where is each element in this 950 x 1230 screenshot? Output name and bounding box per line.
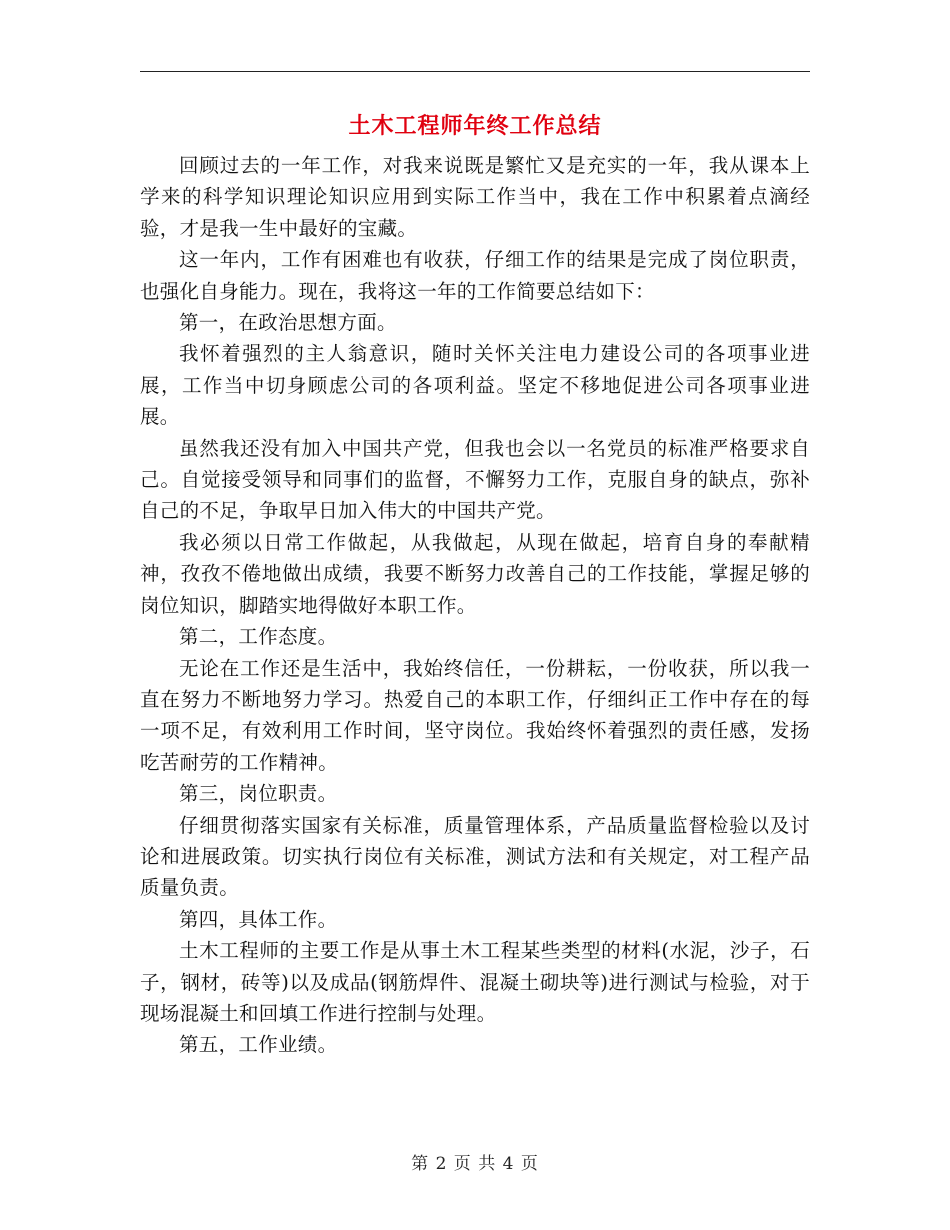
body-paragraph: 第四，具体工作。: [179, 907, 338, 931]
body-paragraph: 无论在工作还是生活中，我始终信任，一份耕耘，一份收获，所以我一直在努力不断地努力学习。热爱自己的本职工作，仔细纠正工作中存在的每一项不足，有效利用工作时间，坚守岗位。我始终怀着强烈的责任感，发扬吃苦耐劳的工作精神。: [140, 656, 810, 774]
body-paragraph: 我必须以日常工作做起，从我做起，从现在做起，培育自身的奉献精神，孜孜不倦地做出成绩，我要不断努力改善自己的工作技能，掌握足够的岗位知识，脚踏实地得做好本职工作。: [140, 530, 810, 617]
body-paragraph: 这一年内，工作有困难也有收获，仔细工作的结果是完成了岗位职责，也强化自身能力。现在，我将这一年的工作简要总结如下：: [140, 248, 810, 303]
document-body: [140, 150, 810, 1061]
body-paragraph: 第二，工作态度。: [179, 625, 338, 649]
body-paragraph: 第三，岗位职责。: [179, 782, 338, 806]
body-paragraph: 仔细贯彻落实国家有关标准，质量管理体系，产品质量监督检验以及讨论和进展政策。切实执行岗位有关标准，测试方法和有关规定，对工程产品质量负责。: [140, 813, 810, 900]
page-number-footer: 第 2 页 共 4 页: [411, 1154, 539, 1174]
body-paragraph: 第一，在政治思想方面。: [179, 311, 397, 335]
body-paragraph: 虽然我还没有加入中国共产党，但我也会以一名党员的标准严格要求自己。自觉接受领导和同事们的监督，不懈努力工作，克服自身的缺点，弥补自己的不足，争取早日加入伟大的中国共产党。: [140, 436, 810, 523]
document-title: 土木工程师年终工作总结: [348, 113, 602, 139]
body-paragraph: 回顾过去的一年工作，对我来说既是繁忙又是充实的一年，我从课本上学来的科学知识理论知识应用到实际工作当中，我在工作中积累着点滴经验，才是我一生中最好的宝藏。: [140, 154, 810, 240]
body-paragraph: 土木工程师的主要工作是从事土木工程某些类型的材料(水泥，沙子，石子，钢材，砖等)以及成品(钢筋焊件、混凝土砌块等)进行测试与检验，对于现场混凝土和回填工作进行控制与处理。: [140, 939, 810, 1025]
body-paragraph: 第五，工作业绩。: [179, 1033, 338, 1057]
body-paragraph: 我怀着强烈的主人翁意识，随时关怀关注电力建设公司的各项事业进展，工作当中切身顾虑公司的各项利益。坚定不移地促进公司各项事业进展。: [140, 342, 810, 429]
header-rule: [140, 71, 810, 72]
